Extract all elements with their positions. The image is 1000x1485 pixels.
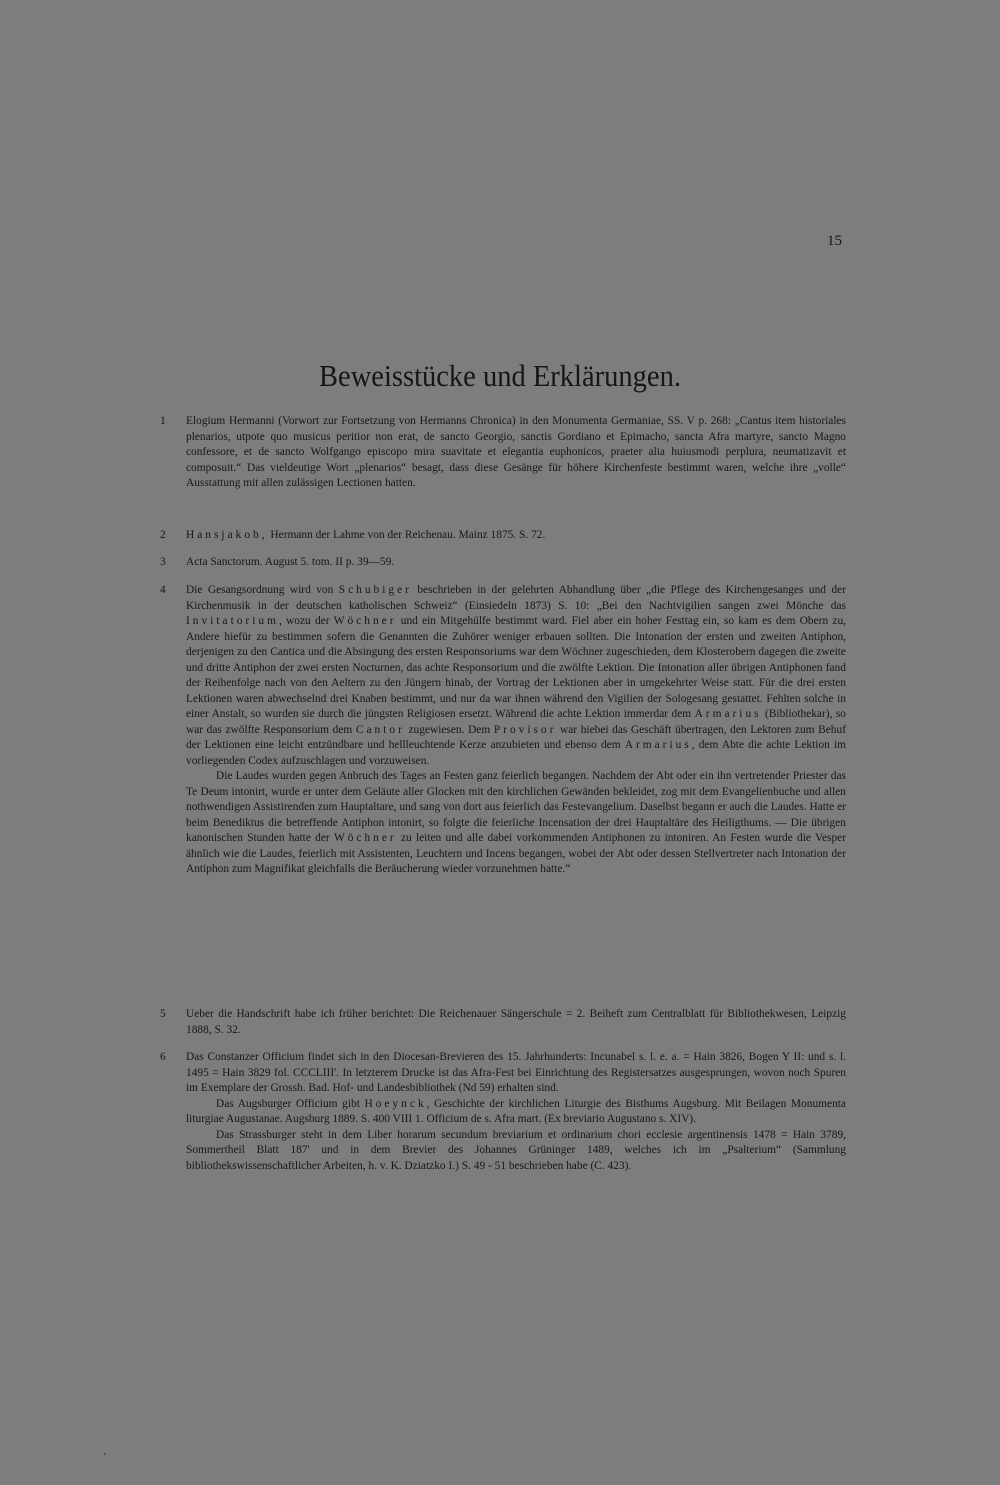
footnote-text: Elogium Hermanni (Vorwort zur Fortsetzung von Hermanns Chronica) in den Monumenta Germaniae, SS. V p. 268: „Cantus item historiales plenarios, utpote quo musicus peritior non erat, de sancto Georgio, sanctis Gordiano et Epimacho, sancta Afra martyre, sancto Magno confessore, et de sancto Wolfgango episcopo mira suavitate et elegantia euphonicos, praeter alia huiusmodi perplura, neumatizavit et composuit.“ Das vieldeutige Wort „plenarios“ besagt, dass diese Gesänge für höhere Kirchenfeste bestimmt waren, welche ihre „volle“ Ausstattung mit allen zulässigen Lectionen hatten.	[186, 415, 846, 489]
footnote-text: Hermann der Lahme von der Reichenau. Mainz 1875. S. 72.	[267, 529, 546, 541]
text-run: , dem Abte die achte Lektion im vorliegenden Codex aufzuschlagen und vorzuweisen.	[186, 739, 846, 767]
text-run: , Geschichte der kirchlichen Liturgie des Bisthums Augsburg. Mit Beilagen Monumenta liturgiae Augustanae. Augsburg 1889. S. 400 VIII 1. Officium de s. Afra mart. (Ex breviario Augustano s. XIV).	[186, 1097, 846, 1125]
footnote-number: 2	[160, 529, 166, 541]
footnote-paragraph	[186, 1097, 846, 1128]
page-title: Beweisstücke und Erklärungen.	[319, 358, 681, 393]
footnote-number: 1	[160, 415, 166, 427]
footnote-number: 4	[160, 584, 166, 596]
footnote-2	[160, 528, 846, 544]
footnote-number: 5	[160, 1008, 166, 1020]
footnote-1	[160, 414, 846, 492]
page-number: 15	[827, 233, 842, 249]
text-run: Die Laudes wurden gegen Anbruch des Tages an Festen ganz feierlich begangen. Nachdem der Abt oder ein ihn vertretender Priester das Te Deum intonirt, wurde er unter dem Geläute aller Glocken mit den kirchlichen Gewänden bekleidet, zog mit dem Evangelienbuche und allen nothwendigen Assistirenden zum Hauptaltare, und sang von dort aus feierlich das Festevangelium. Daselbst begann er auch die Laudes. Hatte er beim Benediktus die betreffende Antiphon intonirt, so folgte die feierliche Incensation der drei Hauptaltäre des Heiligthums. — Die übrigen kanonischen Stunden hatte der	[186, 770, 846, 844]
footnote-paragraph	[186, 769, 846, 878]
spaced-term: Provisor	[493, 723, 557, 736]
text-run: war hiebei das Geschäft übertragen, den Lektoren zum Behuf der Lektionen eine leicht entzündbare und hellleuchtende Kerze anzubieten und ebenso dem	[186, 723, 846, 751]
footnote-paragraph: Das Strassburger steht in dem Liber horarum secundum breviarium et ordinarium chori ecclesie argentinensis 1478 = Hain 3789, Sommertheil Blatt 187' und in dem Brevier des Johannes Grüninger 1489, welches ich im „Psalterium“ (Sammlung bibliothekswissenschaftlicher Arbeiten, h. v. K. Dziatzko I.) S. 49 - 51 beschrieben habe (C. 423).	[186, 1128, 846, 1172]
footnote-number: 3	[160, 556, 166, 568]
spaced-term: Wöchner	[333, 615, 397, 627]
spaced-term: Cantor	[355, 723, 405, 736]
spaced-name: Hoeynck	[364, 1097, 427, 1110]
author-name: Hansjakob,	[186, 529, 268, 541]
spaced-name: Schubiger	[338, 584, 412, 596]
footnote-text: Acta Sanctorum. August 5. tom. II p. 39—59.	[186, 556, 395, 568]
footnote-paragraph	[186, 583, 846, 769]
footnote-5	[160, 1007, 846, 1038]
footnote-4	[160, 583, 846, 878]
footnote-text: Ueber die Handschrift habe ich früher berichtet: Die Reichenauer Sängerschule = 2. Beiheft zum Centralblatt für Bibliothekwesen, Leipzig 1888, S. 32.	[186, 1008, 846, 1036]
footnote-paragraph: Das Constanzer Officium findet sich in den Diocesan-Brevieren des 15. Jahrhunderts: Incunabel s. l. e. a. = Hain 3826, Bogen Y II: und s. l. 1495 = Hain 3829 fol. CCCLIII'. In letzterem Drucke ist das Afra-Fest bei Einrichtung des Registersatzes ausgesprungen, wovon noch Spuren im Exemplare der Grossh. Bad. Hof- und Landesbibliothek (Nd 59) erhalten sind.	[186, 1051, 846, 1094]
footnote-6	[160, 1050, 846, 1174]
spaced-term: Wöchner	[333, 832, 397, 844]
text-run: (Bibliothekar), so war das zwölfte Responsorium dem	[186, 708, 846, 736]
footnote-3	[160, 555, 846, 571]
text-run: und ein Mitgehülfe bestimmt ward. Fiel aber ein hoher Festtag ein, so kam es dem Obern zu, Andere hiefür zu bestimmen sofern die Genannten die Zuhörer weniger erbauen sollten. Die Intonation der ersten und zweiten Antiphon, derjenigen zu den Cantica und die Absingung des ersten Responsoriums war dem Wöchner zugeschieden, dem Klosterobern dagegen die zweite und dritte Antiphon der zwei ersten Nocturnen, das achte Responsorium und die zwölfte Lektion. Die Intonation aller übrigen Antiphonen fand der Reihenfolge nach von den Aeltern zu den Jüngern hinab, der Vortrag der Lektionen aber in umgekehrter Weise statt. Für die drei ersten Lektionen waren abwechselnd drei Knaben bestimmt, und nur da war ihnen während den Vigilien der Sologesang gestattet. Fehlten solche in einer Anstalt, so wurden sie durch die jüngsten Religiosen ersetzt. Während die achte Lektion immerdar dem	[186, 615, 847, 720]
spaced-term: Invitatorium	[186, 615, 279, 627]
spaced-term: Armarius	[624, 739, 692, 751]
text-run: zu leiten und alle dabei vorkommenden Antiphonen zu intoniren. An Festen wurde die Vesper ähnlich wie die Laudes, feierlich mit Assistenten, Leuchtern und Incens begangen, wobei der Abt oder dessen Stellvertreter nach Intonation der Antiphon zum Magnifikat gleichfalls die Beräucherung wieder vorzunehmen hatte.“	[186, 832, 846, 875]
spaced-term: Armarius	[694, 708, 762, 720]
text-run: Die Gesangsordnung wird von	[186, 584, 339, 596]
footnote-number: 6	[160, 1051, 166, 1063]
text-run: zugewiesen. Dem	[404, 723, 494, 736]
text-run: beschrieben in der gelehrten Abhandlung über „die Pflege des Kirchengesanges und der Kirchenmusik in der deutschen katholischen Schweiz“ (Einsiedeln 1873) S. 10: „Bei den Nachtvigilien sangen zwei Mönche das	[186, 584, 846, 612]
text-run: , wozu der	[278, 615, 334, 627]
text-run: Das Augsburger Officium gibt	[216, 1097, 365, 1110]
stray-mark: '	[104, 1452, 106, 1463]
